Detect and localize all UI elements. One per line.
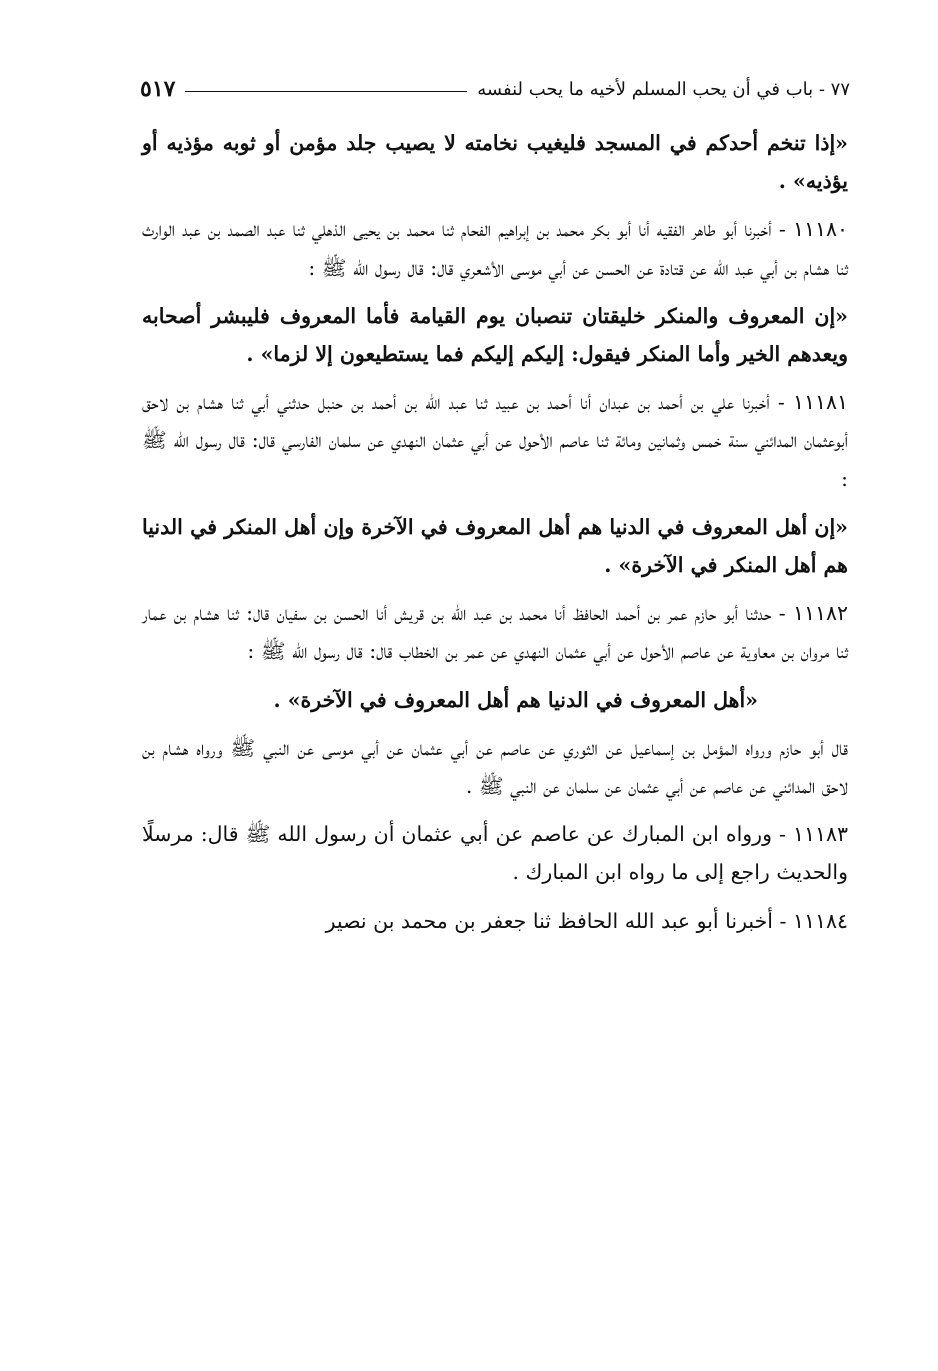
chapter-title: ٧٧ - باب في أن يحب المسلم لأخيه ما يحب لنفسه <box>477 78 850 100</box>
header-rule <box>185 91 467 92</box>
hadith-text: «إذا تنخم أحدكم في المسجد فليغيب نخامته لا يصيب جلد مؤمن أو ثوبه مؤذيه أو يؤذيه» . <box>142 131 848 194</box>
page-number: ٥١٧ <box>140 76 176 102</box>
page-header <box>140 72 850 106</box>
hadith-text: «إن أهل المعروف في الدنيا هم أهل المعروف في الآخرة وإن أهل المنكر في الدنيا هم أهل المنكر في الآخرة» . <box>142 514 848 578</box>
hadith-isnad: ١١١٨٤ - أخبرنا أبو عبد الله الحافظ ثنا جعفر بن محمد بن نصير <box>325 908 848 933</box>
narration-note: قال أبو حازم ورواه المؤمل بن إسماعيل عن الثوري عن عاصم عن أبي عثمان عن أبي موسى عن النبي ﷺ ورواه هشام بن لاحق المدائني عن عاصم عن أبي عثمان عن سلمان عن النبي ﷺ . <box>142 735 848 799</box>
hadith-isnad: ١١١٨١ - أخبرنا علي بن أحمد بن عبدان أنا أحمد بن عبيد ثنا عبد الله بن أحمد بن حنبل حدثني أبي ثنا هشام بن لاحق أبوعثمان المدائني سنة خمس وثمانين ومائة ثنا عاصم الأحول عن أبي عثمان النهدي عن سلمان الفارسي قال: قال رسول الله ﷺ : <box>142 390 848 491</box>
hadith-isnad: ١١١٨٣ - ورواه ابن المبارك عن عاصم عن أبي عثمان أن رسول الله ﷺ قال: مرسلًا والحديث راجع إلى ما رواه ابن المبارك . <box>142 822 848 885</box>
hadith-text: «أهل المعروف في الدنيا هم أهل المعروف في الآخرة» . <box>273 687 758 712</box>
hadith-isnad: ١١١٨٢ - حدثنا أبو حازم عمر بن أحمد الحافظ أنا محمد بن عبد الله بن قريش أنا الحسن بن سفيان قال: ثنا هشام بن عمار ثنا مروان بن معاوية عن عاصم الأحول عن أبي عثمان النهدي عن عمر بن الخطاب قال: قال رسول الله ﷺ : <box>142 601 848 664</box>
hadith-text: «إن المعروف والمنكر خليقتان تنصبان يوم القيامة فأما المعروف فليبشر أصحابه ويعدهم الخير وأما المنكر فيقول: إليكم إليكم فما يستطيعون إلا لزما» . <box>142 303 848 367</box>
hadith-isnad: ١١١٨٠ - أخبرنا أبو طاهر الفقيه أنا أبو بكر محمد بن إبراهيم الفحام ثنا محمد بن يحيى الذهلي ثنا عبد الصمد بن عبد الوارث ثنا هشام بن أبي عبد الله عن قتادة عن الحسن عن أبي موسى الأشعري قال: قال رسول الله ﷺ : <box>142 217 848 280</box>
page-body <box>142 124 848 940</box>
